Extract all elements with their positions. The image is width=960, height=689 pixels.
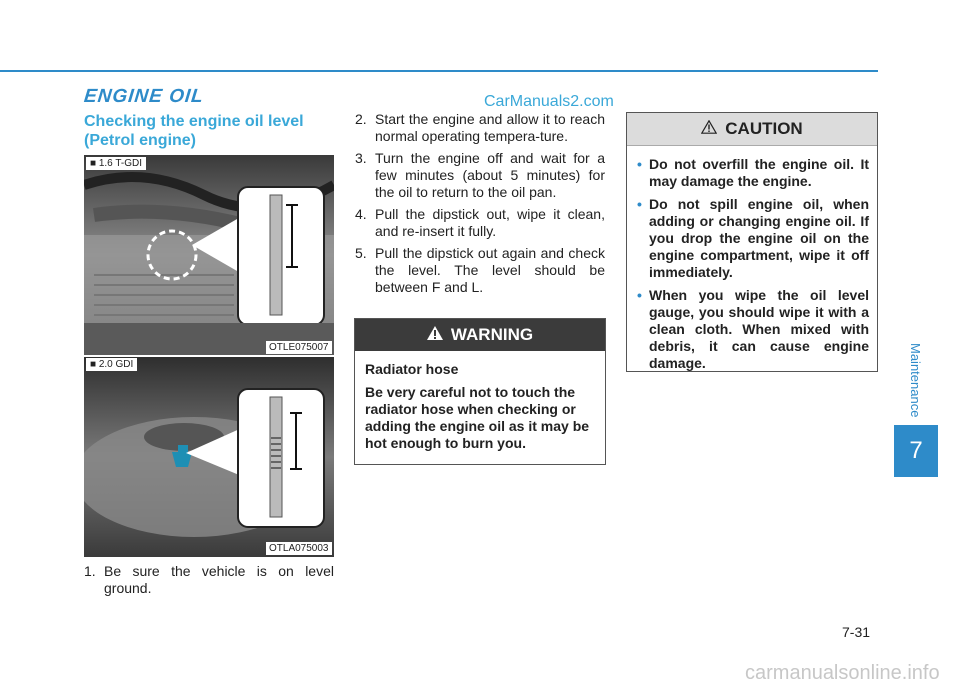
caution-item-text: When you wipe the oil level gauge, you should wipe it with a clean cloth. When mixed with debris, it can cause engine damage. [649, 287, 869, 371]
warning-triangle-icon [427, 325, 443, 345]
figure-1-code: OTLE075007 [266, 341, 332, 354]
caution-triangle-icon [701, 119, 717, 139]
steps-column-1 [84, 563, 334, 602]
step-number: 2. [355, 111, 367, 127]
step-text: Turn the engine off and wait for a few minutes (about 5 minutes) for the oil to return to the oil pan. [375, 150, 605, 200]
caution-box [626, 112, 878, 372]
step-text: Pull the dipstick out, wipe it clean, and re-insert it fully. [375, 206, 605, 239]
step-1 [84, 563, 334, 597]
steps-column-2 [355, 111, 605, 301]
section-title: ENGINE OIL [82, 86, 205, 107]
caution-item-text: Do not overfill the engine oil. It may damage the engine. [649, 156, 869, 189]
caution-item-text: Do not spill engine oil, when adding or changing engine oil. If you drop the engine oil on the engine compartment, wipe it off immediately. [649, 196, 869, 280]
sidebar-chapter-label: Maintenance [908, 342, 923, 418]
bullet-icon: • [637, 196, 642, 212]
step-number: 4. [355, 206, 367, 222]
figure-1-label: ■ 1.6 T-GDI [86, 157, 146, 170]
caution-header [627, 113, 877, 146]
step-3 [355, 150, 605, 201]
warning-text: Be very careful not to touch the radiator hose when checking or adding the engine oil as it may be hot enough to burn you. [365, 384, 590, 451]
engine-photo-2 [84, 357, 334, 557]
figure-2-label: ■ 2.0 GDI [86, 358, 137, 371]
top-rule [0, 70, 878, 72]
step-text: Pull the dipstick out again and check the level. The level should be between F and L. [375, 245, 605, 295]
bullet-icon: • [637, 156, 642, 172]
step-text: Be sure the vehicle is on level ground. [104, 563, 334, 596]
engine-photo-1 [84, 155, 334, 355]
step-number: 3. [355, 150, 367, 166]
step-2 [355, 111, 605, 145]
sidebar-chapter-number: 7 [894, 425, 938, 477]
step-5 [355, 245, 605, 296]
watermark-top: CarManuals2.com [484, 93, 614, 110]
step-number: 5. [355, 245, 367, 261]
step-text: Start the engine and allow it to reach normal operating tempera-ture. [375, 111, 605, 144]
caution-item [637, 156, 869, 190]
warning-body [355, 351, 605, 452]
bullet-icon: • [637, 287, 642, 303]
watermark-bottom: carmanualsonline.info [745, 662, 940, 684]
page-number: 7-31 [842, 624, 871, 640]
figure-2-code: OTLA075003 [266, 542, 332, 555]
warning-box [354, 318, 606, 465]
step-number: 1. [84, 563, 96, 579]
caution-item [637, 287, 869, 372]
caution-title: CAUTION [725, 119, 803, 138]
section-subtitle: Checking the engine oil level (Petrol engine) [84, 113, 304, 149]
warning-title: WARNING [450, 325, 534, 344]
warning-header [355, 319, 605, 351]
step-4 [355, 206, 605, 240]
caution-item [637, 196, 869, 281]
caution-body [627, 146, 877, 372]
warning-heading: Radiator hose [365, 361, 459, 377]
